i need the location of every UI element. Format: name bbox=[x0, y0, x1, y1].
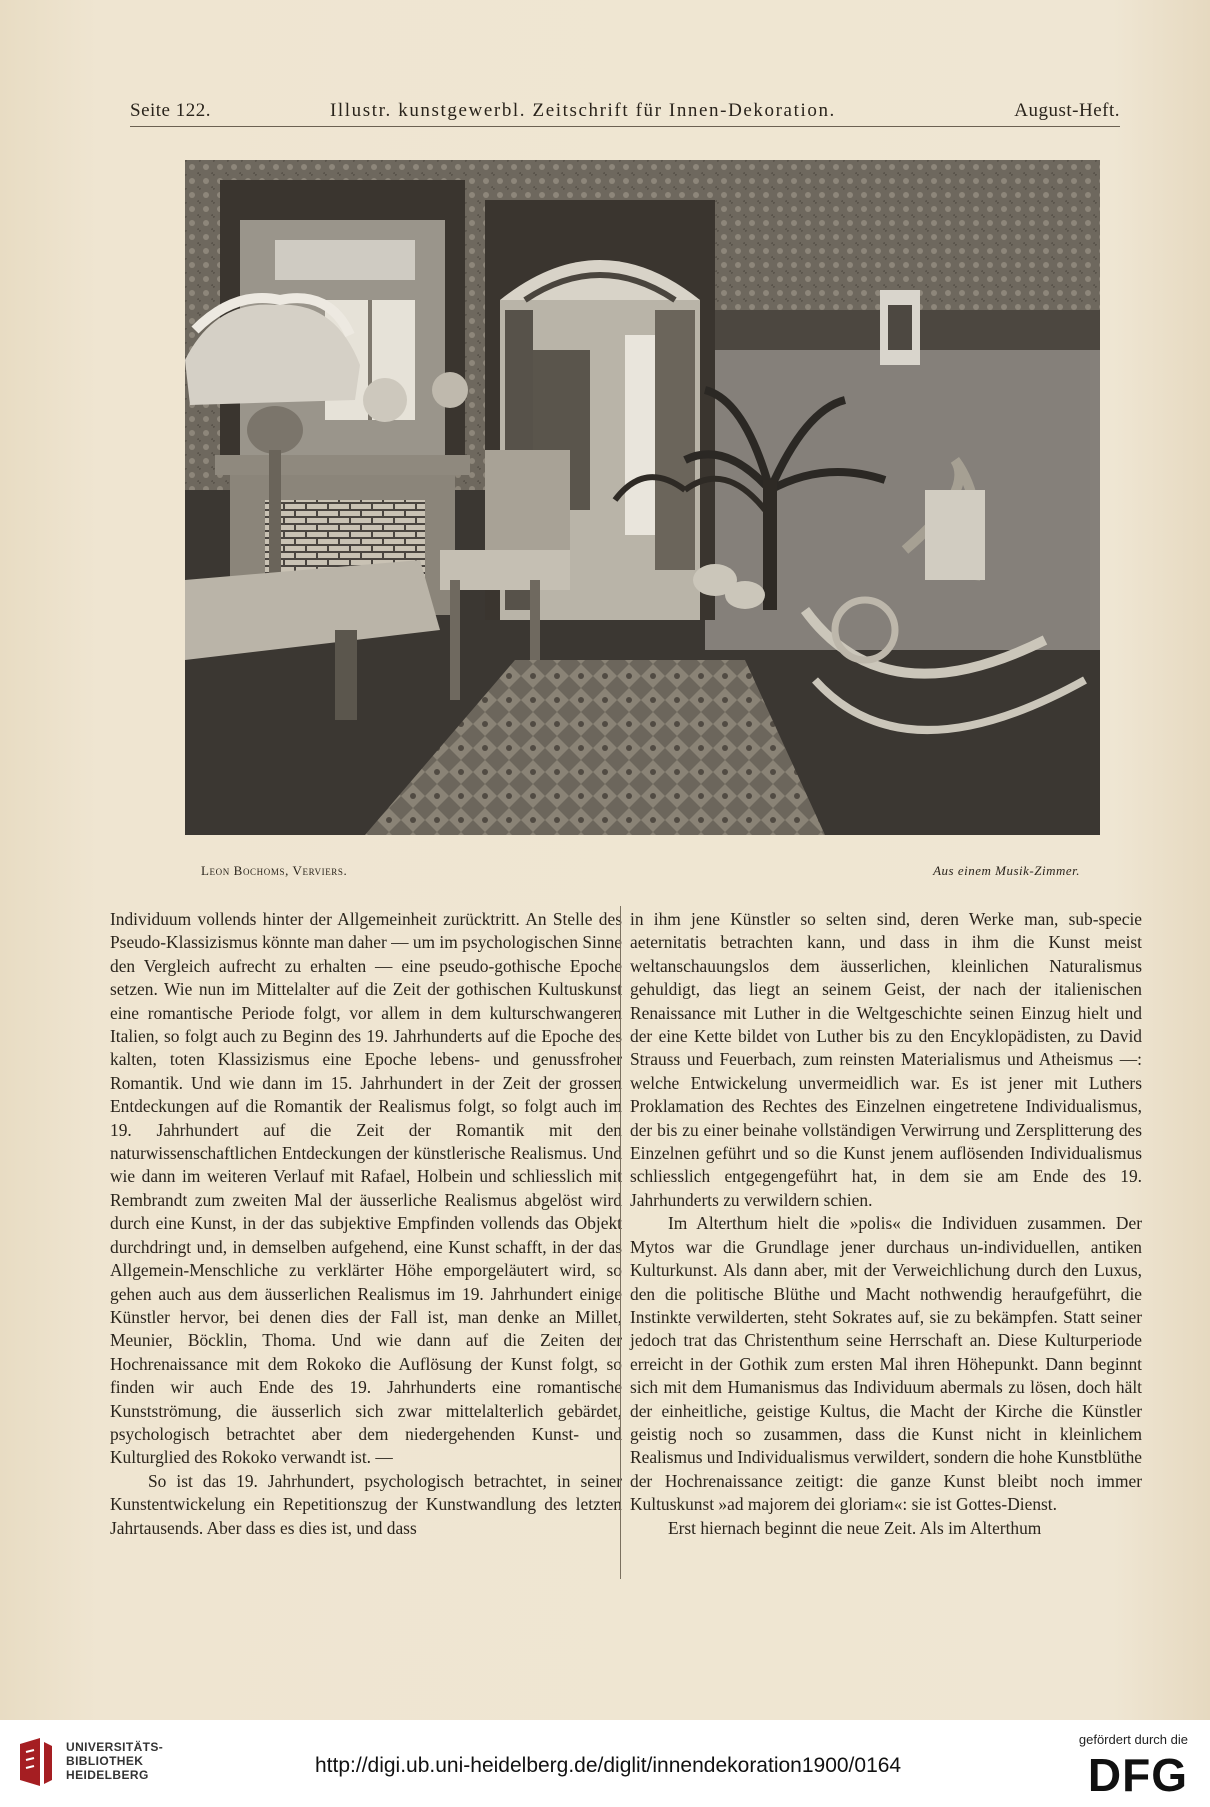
digitization-footer bbox=[0, 1720, 1210, 1807]
left-paragraph-1: Individuum vollends hinter der Allgemeinheit zurücktritt. An Stelle des Pseudo-Klassizismus könnte man daher — um im psychologischen Sinne den Vergleich aufrecht zu erhalten — eine pseudo-gothische Epoche setzen. Wie nun im Mittelalter auf die Zeit der gothischen Kultuskunst eine romantische Periode folgt, vor allem in dem kulturschwangeren Italien, so folgt auch zu Beginn des 19. Jahrhunderts auf die Epoche des kalten, toten Klassizismus eine Epoche lebens- und genussfroher Romantik. Und wie dann im 15. Jahrhundert in der Zeit der grossen Entdeckungen auf die Romantik der Realismus folgt, so folgt auch im 19. Jahrhundert auf die Zeit der Romantik mit den naturwissenschaftlichen Entdeckungen der künstlerische Realismus. Und wie dann im weiteren Verlauf mit Rafael, Holbein und schliesslich mit Rembrandt zum zweiten Mal der äusserliche Realismus abgelöst wird durch eine Kunst, in der das subjektive Empfinden vollends das Objekt durchdringt und, in demselben aufgehend, eine Kunst schafft, in der das Allgemein-Menschliche zu verklärter Höhe emporgeläutert wird, so gehen auch aus dem äusserlichen Realismus im 19. Jahrhundert einige Künstler hervor, bei denen dies der Fall ist, man denke an Millet, Meunier, Böcklin, Thoma. Und wie dann auf die Zeiten der Hochrenaissance mit dem Rokoko die Auflösung der Kunst folgt, so finden wir auch Ende des 19. Jahrhunderts eine romantische Kunstströmung, die äusserlich sich zwar mittelalterlich gebärdet, psychologisch betrachtet aber dem niedergehenden Kunst- und Kulturglied des Rokoko verwandt ist. — bbox=[110, 909, 622, 1468]
running-header bbox=[130, 100, 1120, 126]
right-paragraph-3: Erst hiernach beginnt die neue Zeit. Als im Alterthum bbox=[668, 1517, 1042, 1538]
issue-label: August-Heft. bbox=[1014, 100, 1120, 121]
interior-photograph bbox=[185, 160, 1100, 835]
photo-title: Aus einem Musik-Zimmer. bbox=[933, 863, 1080, 878]
left-text-column bbox=[110, 908, 622, 1540]
column-divider bbox=[620, 906, 621, 1579]
library-name: UNIVERSITÄTS- BIBLIOTHEK HEIDELBERG bbox=[66, 1740, 164, 1782]
dfg-logo: DFG bbox=[1087, 1749, 1188, 1801]
permalink-url[interactable]: http://digi.ub.uni-heidelberg.de/diglit/innendekoration1900/0164 bbox=[315, 1754, 902, 1777]
music-room-image bbox=[185, 160, 1100, 835]
photographer-credit: Leon Bochoms, Verviers. bbox=[201, 863, 348, 878]
header-rule bbox=[130, 126, 1120, 127]
page-number: Seite 122. bbox=[130, 100, 211, 121]
right-text-column bbox=[630, 908, 1142, 1540]
right-paragraph-1: in ihm jene Künstler so selten sind, deren Werke man, sub-specie aeternitatis betrachten kann, und dass in ihm die Kunst meist weltanschauungslos dem äusserlichen, kleinlichen Naturalismus gehuldigt, das liegt an seinem Geist, der nach der italienischen Renaissance mit Luther in die Weltgeschichte seinen Einzug hielt und der eine Kette bildet von Luther bis zu den Encyklopädisten, zu David Strauss und Feuerbach, zum reinsten Materialismus und Atheismus —: welche Entwickelung unvermeidlich war. Es ist jener mit Luthers Proklamation des Rechtes des Einzelnen eingetretene Individualismus, der bis zu einer beinahe vollständigen Verwirrung und Zersplitterung des Einzelnen geführt und so die Kunst jenem auflösenden Individualismus schliesslich entgegengeführt hat, in dem sie am Ende des 19. Jahrhunderts zu verwildern schien. bbox=[630, 909, 1142, 1210]
right-paragraph-2: Im Alterthum hielt die »polis« die Individuen zusammen. Der Mytos war die Grundlage jener durchaus un-individuellen, antiken Kulturkunst. Als dann aber, mit der Verweichlichung durch den Luxus, den die politische Blüthe und Macht nothwendig heraufgeführt, die Instinkte verwilderten, steht Sokrates auf, sie zu bekämpfen. Statt seiner jedoch trat das Christenthum seine Herrschaft an. Diese Kulturperiode erreicht in der Gothik zum ersten Mal ihren Höhepunkt. Dann beginnt sich mit dem Humanismus das Individuum abermals zu lösen, doch hält der einheitliche, geistige Kultus, die Macht der Kirche die Künstler geistig noch so zusammen, dass die Kunst nicht in kleinlichem Realismus und Individualismus verwildert, sondern die hohe Kunstblüthe der Hochrenaissance zeitigt: die ganze Kunst bleibt noch immer Kultuskunst »ad majorem dei gloriam«: sie ist Gottes-Dienst. bbox=[630, 1213, 1142, 1515]
journal-title: Illustr. kunstgewerbl. Zeitschrift für Innen-Dekoration. bbox=[330, 100, 836, 121]
photo-caption bbox=[185, 863, 1100, 881]
university-library-logo-icon bbox=[16, 1736, 56, 1790]
funding-note: gefördert durch die bbox=[1078, 1732, 1188, 1747]
left-paragraph-2: So ist das 19. Jahrhundert, psychologisch betrachtet, in seiner Kunstentwickelung ein Repetitionszug der Kunstwandlung des letzten Jahrtausends. Aber dass es dies ist, und dass bbox=[110, 1470, 622, 1538]
